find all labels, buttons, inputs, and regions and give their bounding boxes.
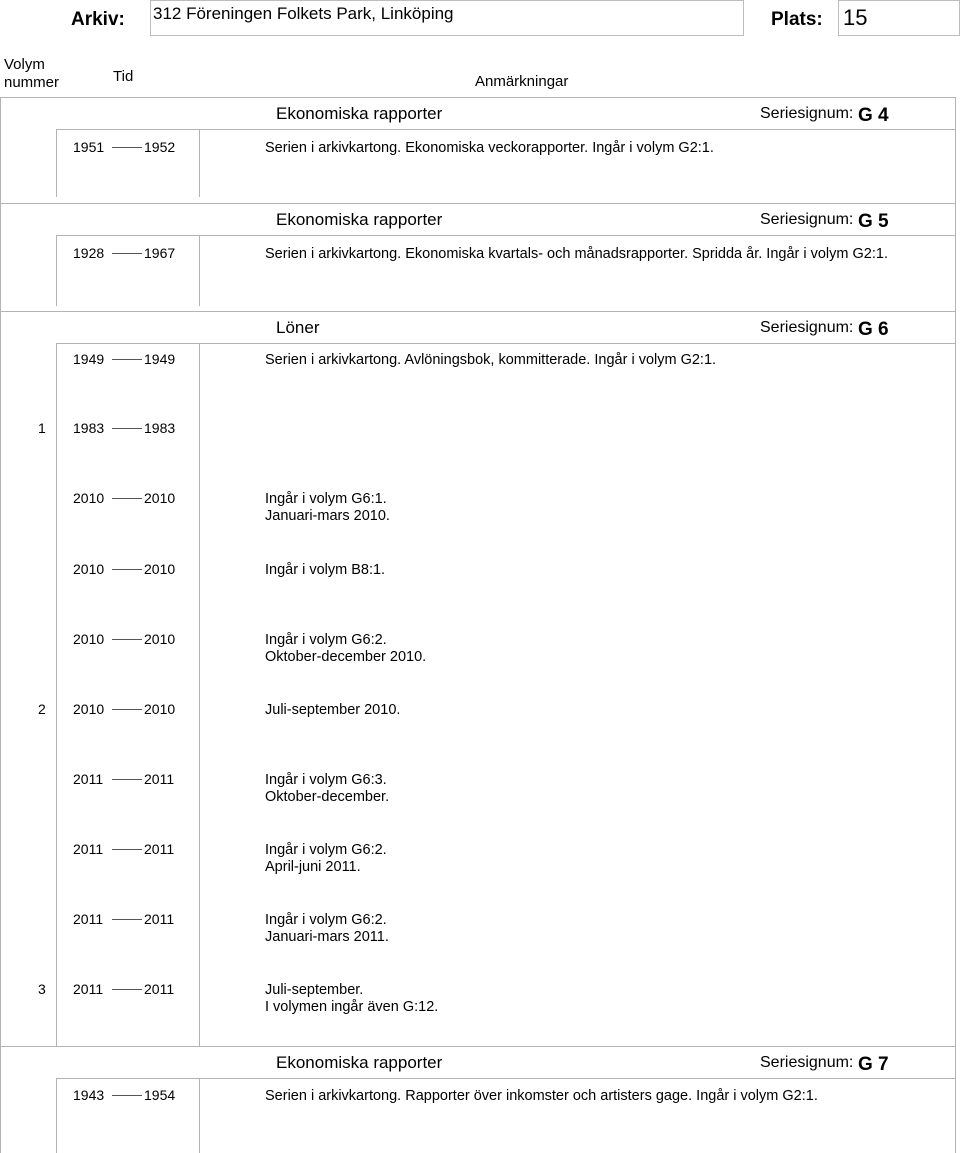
series-title: Ekonomiska rapporter: [276, 1053, 443, 1072]
series-title-rule: [56, 343, 956, 344]
series-title-rule: [56, 1078, 956, 1079]
frame-right: [955, 97, 956, 1153]
series-rule: [0, 1046, 956, 1047]
col-volym: Volym: [4, 56, 45, 73]
remark-line: Januari-mars 2011.: [265, 929, 389, 945]
period-dash: [112, 989, 142, 990]
period-dash: [112, 919, 142, 920]
period-from: 2011: [73, 981, 104, 997]
series-title-rule: [56, 129, 956, 130]
period-from: 1951: [73, 139, 105, 155]
period-dash: [112, 709, 142, 710]
period-from: 1943: [73, 1087, 105, 1103]
volym-column-divider: [56, 1078, 57, 1153]
period-from: 2011: [73, 841, 104, 857]
period-to: 1967: [144, 245, 176, 261]
period-from: 1983: [73, 420, 105, 436]
period-to: 1949: [144, 351, 176, 367]
period-from: 2011: [73, 771, 104, 787]
remark-line: Ingår i volym G6:2.: [265, 912, 387, 928]
period-to: 1952: [144, 139, 176, 155]
period-from: 2010: [73, 561, 105, 577]
remark-line: Oktober-december.: [265, 789, 390, 805]
period-from: 2011: [73, 911, 104, 927]
tid-column-divider: [199, 1078, 200, 1153]
remark-line: Juli-september 2010.: [265, 702, 401, 718]
remark-line: Ingår i volym G6:1.: [265, 491, 387, 507]
volume-number: 1: [38, 420, 46, 436]
plats-value-box: [838, 0, 960, 36]
remark-line: Oktober-december 2010.: [265, 649, 427, 665]
period-to: 2010: [144, 490, 176, 506]
period-to: 1954: [144, 1087, 176, 1103]
tid-column-divider: [199, 235, 200, 306]
remark-line: I volymen ingår även G:12.: [265, 999, 439, 1015]
period-to: 1983: [144, 420, 176, 436]
frame-left: [0, 97, 1, 1153]
period-from: 2010: [73, 631, 105, 647]
series-signum: G 4: [858, 105, 889, 126]
volume-number: 3: [38, 981, 46, 997]
period-dash: [112, 779, 142, 780]
volym-column-divider: [56, 129, 57, 197]
period-dash: [112, 569, 142, 570]
series-title-rule: [56, 235, 956, 236]
period-dash: [112, 639, 142, 640]
series-title: Löner: [276, 318, 320, 337]
col-nummer: nummer: [4, 74, 60, 91]
remark-line: Serien i arkivkartong. Ekonomiska veckorapporter. Ingår i volym G2:1.: [265, 140, 714, 156]
period-from: 1949: [73, 351, 105, 367]
period-to: 2010: [144, 701, 176, 717]
period-dash: [112, 498, 142, 499]
period-dash: [112, 1095, 142, 1096]
series-rule: [0, 311, 956, 312]
remark-line: Serien i arkivkartong. Avlöningsbok, kommitterade. Ingår i volym G2:1.: [265, 352, 717, 368]
period-dash: [112, 428, 142, 429]
period-to: 2011: [144, 911, 175, 927]
remark-line: Serien i arkivkartong. Ekonomiska kvartals- och månadsrapporter. Spridda år. Ingår i volym G2:1.: [265, 246, 888, 262]
series-signum-label: Seriesignum:: [760, 319, 854, 336]
remark-line: Juli-september.: [265, 982, 364, 998]
period-dash: [112, 253, 142, 254]
remark-line: Ingår i volym G6:2.: [265, 632, 387, 648]
series-title: Ekonomiska rapporter: [276, 210, 443, 229]
volym-column-divider: [56, 343, 57, 1046]
remark-line: April-juni 2011.: [265, 859, 361, 875]
series-rule: [0, 203, 956, 204]
arkiv-label: Arkiv:: [71, 9, 125, 30]
remark-line: Serien i arkivkartong. Rapporter över inkomster och artisters gage. Ingår i volym G2:1.: [265, 1088, 818, 1104]
period-to: 2010: [144, 631, 176, 647]
series-signum: G 7: [858, 1054, 889, 1075]
period-to: 2011: [144, 841, 175, 857]
period-from: 2010: [73, 490, 105, 506]
period-to: 2010: [144, 561, 176, 577]
period-dash: [112, 147, 142, 148]
period-dash: [112, 849, 142, 850]
period-from: 2010: [73, 701, 105, 717]
series-signum-label: Seriesignum:: [760, 105, 854, 122]
tid-column-divider: [199, 129, 200, 197]
tid-column-divider: [199, 343, 200, 1046]
volym-column-divider: [56, 235, 57, 306]
series-signum: G 5: [858, 211, 889, 232]
series-signum: G 6: [858, 319, 889, 340]
col-tid: Tid: [113, 68, 134, 85]
series-signum-label: Seriesignum:: [760, 211, 854, 228]
remark-line: Ingår i volym B8:1.: [265, 562, 386, 578]
period-to: 2011: [144, 771, 175, 787]
col-anmarkningar: Anmärkningar: [475, 73, 569, 90]
series-title: Ekonomiska rapporter: [276, 104, 443, 123]
period-to: 2011: [144, 981, 175, 997]
plats-label: Plats:: [771, 9, 823, 30]
series-signum-label: Seriesignum:: [760, 1054, 854, 1071]
volume-number: 2: [38, 701, 46, 717]
period-from: 1928: [73, 245, 105, 261]
arkiv-value: 312 Föreningen Folkets Park, Linköping: [153, 4, 454, 23]
remark-line: Ingår i volym G6:2.: [265, 842, 387, 858]
series-rule: [0, 97, 956, 98]
arkiv-value-box: [150, 0, 744, 36]
plats-value: 15: [843, 5, 868, 30]
remark-line: Ingår i volym G6:3.: [265, 772, 387, 788]
remark-line: Januari-mars 2010.: [265, 508, 390, 524]
period-dash: [112, 359, 142, 360]
